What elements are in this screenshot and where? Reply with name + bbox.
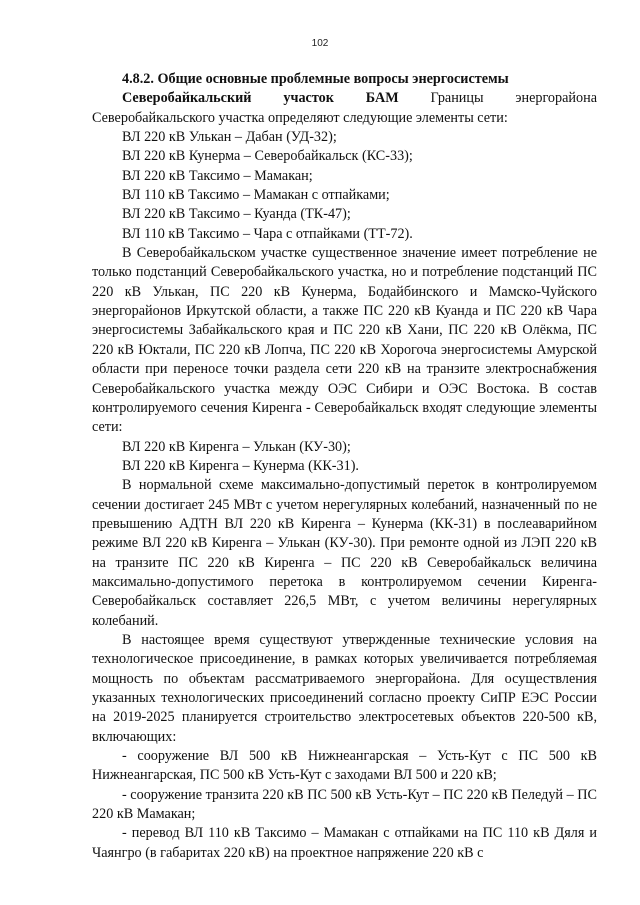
intro-text: Границы энергорайона Северобайкальского участка определяют следующие элементы сети: <box>92 90 597 126</box>
line-item: ВЛ 220 кВ Кунерма – Северобайкальск (КС-33); <box>122 148 413 165</box>
bullet-item: - сооружение ВЛ 500 кВ Нижнеангарская – Усть-Кут с ПС 500 кВ Нижнеангарская, ПС 500 кВ Усть-Кут с заходами ВЛ 500 и 220 кВ; <box>92 748 597 784</box>
section-heading: 4.8.2. Общие основные проблемные вопросы энергосистемы <box>122 71 509 87</box>
line-item: ВЛ 110 кВ Таксимо – Чара с отпайками (ТТ-72). <box>122 225 413 242</box>
consumption-paragraph: В Северобайкальском участке существенное значение имеет потребление не только подстанций Северобайкальского участка, но и потребление подстанций ПС 220 кВ Улькан, ПС 220 кВ Кунерма, Бодайбинского и Мамско-Чуйского энергорайонов Иркутской области, а также ПС 220 кВ Куанда и ПС 220 кВ Чара энергосистемы Забайкальского края и ПС 220 кВ Хани, ПС 220 кВ Олёкма, ПС 220 кВ Юктали, ПС 220 кВ Лопча, ПС 220 кВ Хорогоча энергосистемы Амурской области при переносе точки раздела сети 220 кВ на транзите электроснабжения Северобайкальского участка между ОЭС Сибири и ОЭС Востока. В состав контролируемого сечения Киренга - Северобайкальск входят следующие элементы сети: <box>92 245 597 436</box>
line-item: ВЛ 220 кВ Киренга – Кунерма (КК-31). <box>122 457 359 474</box>
line-item: ВЛ 220 кВ Таксимо – Мамакан; <box>122 167 313 184</box>
intro-bold-term: Северобайкальский участок БАМ <box>122 90 399 107</box>
bullet-item: - сооружение транзита 220 кВ ПС 500 кВ Усть-Кут – ПС 220 кВ Пеледуй – ПС 220 кВ Мамакан; <box>92 786 597 823</box>
line-item: ВЛ 220 кВ Киренга – Улькан (КУ-30); <box>122 438 351 455</box>
page-number: 102 <box>311 38 329 49</box>
line-item: ВЛ 110 кВ Таксимо – Мамакан с отпайками; <box>122 187 390 204</box>
document-body <box>92 70 597 863</box>
bullet-item: - перевод ВЛ 110 кВ Таксимо – Мамакан с отпайками на ПС 110 кВ Дяля и Чаянгро (в габаритах 220 кВ) на проектное напряжение 220 кВ с <box>92 825 597 861</box>
flow-paragraph: В нормальной схеме максимально-допустимый переток в контролируемом сечении достигает 245 МВт с учетом нерегулярных колебаний, назначенный по не превышению АДТН ВЛ 220 кВ Киренга – Кунерма (КК-31) в послеаварийном режиме ВЛ 220 кВ Киренга – Улькан (КУ-30). При ремонте одной из ЛЭП 220 кВ на транзите ПС 220 кВ Киренга – ПС 220 кВ Северобайкальск величина максимально-допустимого перетока в контролируемом сечении Киренга-Северобайкальск составляет 226,5 МВт, с учетом величины нерегулярных колебаний. <box>92 477 597 629</box>
line-item: ВЛ 220 кВ Таксимо – Куанда (ТК-47); <box>122 206 351 223</box>
conditions-paragraph: В настоящее время существуют утвержденные технические условия на технологическое присоединение, в рамках которых увеличивается потребляемая мощность по объектам рассматриваемого энергорайона. Для осуществления указанных технологических присоединений согласно проекту СиПР ЕЭС России на 2019-2025 планируется строительство электросетевых объектов 220-500 кВ, включающих: <box>92 631 597 745</box>
intro-paragraph <box>92 89 597 128</box>
line-item: ВЛ 220 кВ Улькан – Дабан (УД-32); <box>122 129 337 146</box>
